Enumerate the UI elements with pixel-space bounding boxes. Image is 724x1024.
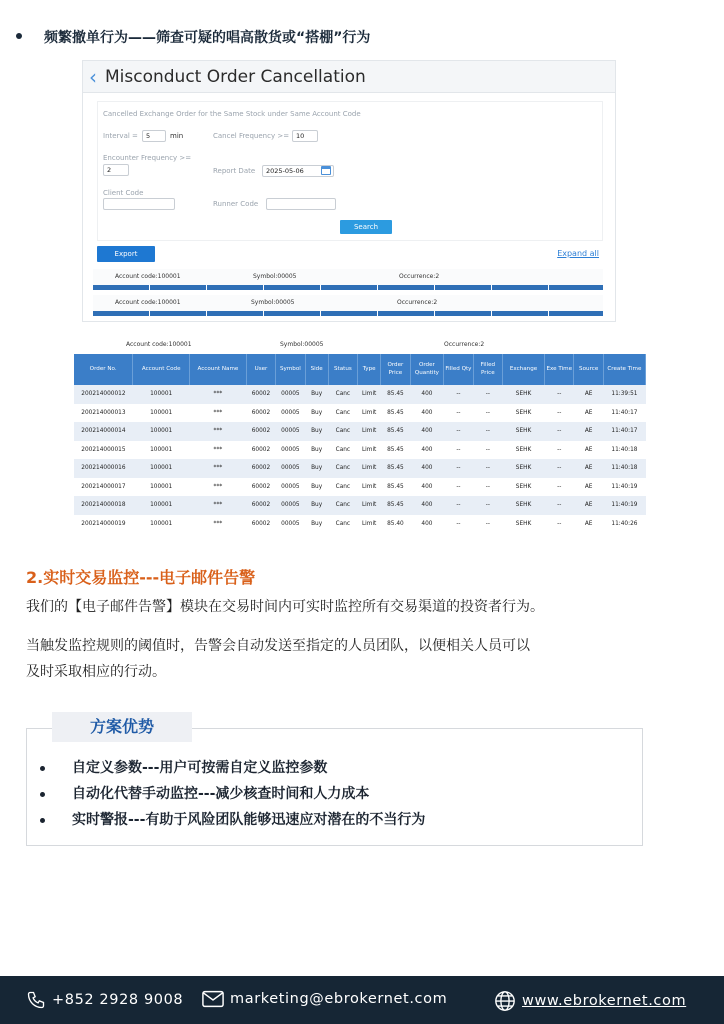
table-cell: Limit <box>358 459 381 478</box>
column-header[interactable]: Order No. <box>74 354 133 385</box>
table-cell: SEHK <box>503 459 545 478</box>
table-cell: Canc <box>328 515 357 534</box>
table-cell: 11:40:19 <box>603 478 645 497</box>
table-cell: AE <box>574 459 603 478</box>
table-cell: AE <box>574 385 603 404</box>
table-cell: 85.40 <box>381 515 410 534</box>
table-cell: 85.45 <box>381 478 410 497</box>
group-symbol: Symbol:00005 <box>251 299 295 306</box>
search-form <box>97 101 603 241</box>
footer-email[interactable] <box>202 990 447 1008</box>
table-cell: 85.45 <box>381 385 410 404</box>
table-cell: 85.45 <box>381 441 410 460</box>
paragraph-2-line-1: 当触发监控规则的阈值时，告警会自动发送至指定的人员团队，以便相关人员可以 <box>26 638 530 654</box>
globe-icon <box>494 990 516 1012</box>
table-cell: AE <box>574 441 603 460</box>
table-cell: 00005 <box>276 404 305 423</box>
table-cell: 100001 <box>133 459 190 478</box>
section-heading-bullet <box>16 27 370 47</box>
table-cell: AE <box>574 478 603 497</box>
table-cell: -- <box>473 441 502 460</box>
table-cell: 85.45 <box>381 459 410 478</box>
table-row[interactable] <box>74 404 646 423</box>
email-text: marketing@ebrokernet.com <box>230 991 448 1007</box>
table-cell: Limit <box>358 404 381 423</box>
table-cell: 100001 <box>133 478 190 497</box>
column-header[interactable]: Status <box>328 354 357 385</box>
column-header[interactable]: User <box>246 354 275 385</box>
table-cell: 60002 <box>246 496 275 515</box>
table-occurrence: Occurrence:2 <box>444 341 485 348</box>
table-cell: 11:40:19 <box>603 496 645 515</box>
orders-table-panel <box>74 336 646 538</box>
table-cell: Buy <box>305 441 328 460</box>
table-cell: SEHK <box>503 515 545 534</box>
table-cell: 11:40:18 <box>603 459 645 478</box>
table-cell: 400 <box>410 385 444 404</box>
table-cell: *** <box>190 422 247 441</box>
table-cell: SEHK <box>503 496 545 515</box>
report-date-input[interactable]: 2025-05-06 <box>262 165 334 177</box>
table-cell: -- <box>545 496 574 515</box>
table-cell: Canc <box>328 404 357 423</box>
panel-title: Misconduct Order Cancellation <box>105 66 366 87</box>
table-cell: Canc <box>328 441 357 460</box>
calendar-icon[interactable] <box>321 166 331 175</box>
column-header[interactable]: Order Quantity <box>410 354 444 385</box>
encounter-frequency-label: Encounter Frequency >= <box>103 154 192 162</box>
table-cell: -- <box>545 404 574 423</box>
table-cell: 100001 <box>133 422 190 441</box>
table-cell: Limit <box>358 496 381 515</box>
table-cell: *** <box>190 515 247 534</box>
advantages-title: 方案优势 <box>52 712 192 742</box>
footer-website[interactable] <box>494 990 686 1012</box>
column-header[interactable]: Account Name <box>190 354 247 385</box>
column-header[interactable]: Order Price <box>381 354 410 385</box>
table-cell: -- <box>473 459 502 478</box>
advantage-item: 自定义参数---用户可按需自定义监控参数 <box>40 756 425 782</box>
client-code-input[interactable] <box>103 198 175 210</box>
interval-input[interactable]: 5 <box>142 130 166 142</box>
table-row[interactable] <box>74 441 646 460</box>
table-cell: 200214000015 <box>74 441 133 460</box>
table-symbol: Symbol:00005 <box>280 341 324 348</box>
table-cell: 200214000013 <box>74 404 133 423</box>
column-header[interactable]: Account Code <box>133 354 190 385</box>
misconduct-panel <box>82 60 616 322</box>
table-cell: 60002 <box>246 385 275 404</box>
table-cell: -- <box>545 478 574 497</box>
group-occurrence: Occurrence:2 <box>399 273 440 280</box>
table-cell: -- <box>444 441 473 460</box>
table-cell: 00005 <box>276 496 305 515</box>
group-header-bar <box>93 285 603 290</box>
group-header-bar <box>93 311 603 316</box>
column-header[interactable]: Create Time <box>603 354 645 385</box>
table-cell: SEHK <box>503 385 545 404</box>
table-header-row <box>74 354 646 385</box>
column-header[interactable]: Exchange <box>503 354 545 385</box>
paragraph-2-line-2: 及时采取相应的行动。 <box>26 664 166 680</box>
table-cell: -- <box>545 422 574 441</box>
table-cell: Buy <box>305 459 328 478</box>
table-account: Account code:100001 <box>126 341 192 348</box>
bullet-dot <box>16 33 22 39</box>
back-chevron-icon[interactable]: ‹ <box>89 64 97 89</box>
table-cell: -- <box>444 459 473 478</box>
table-cell: 00005 <box>276 459 305 478</box>
table-cell: -- <box>473 422 502 441</box>
phone-text: +852 2928 9008 <box>52 992 184 1008</box>
footer <box>0 976 724 1024</box>
table-cell: Buy <box>305 422 328 441</box>
table-cell: Limit <box>358 422 381 441</box>
table-cell: Limit <box>358 385 381 404</box>
column-header[interactable]: Source <box>574 354 603 385</box>
table-cell: 11:40:17 <box>603 404 645 423</box>
table-row[interactable] <box>74 422 646 441</box>
table-cell: 400 <box>410 478 444 497</box>
table-cell: 400 <box>410 441 444 460</box>
table-cell: 400 <box>410 459 444 478</box>
report-date-label: Report Date <box>213 167 256 175</box>
table-row[interactable] <box>74 385 646 404</box>
client-code-label: Client Code <box>103 189 144 197</box>
table-cell: *** <box>190 478 247 497</box>
orders-table <box>74 354 646 533</box>
table-cell: -- <box>545 515 574 534</box>
expand-all-link[interactable]: Expand all <box>557 249 599 258</box>
table-cell: -- <box>473 496 502 515</box>
table-cell: -- <box>473 515 502 534</box>
table-cell: 00005 <box>276 515 305 534</box>
table-cell: 200214000017 <box>74 478 133 497</box>
table-cell: 100001 <box>133 404 190 423</box>
table-cell: -- <box>545 459 574 478</box>
table-cell: 60002 <box>246 459 275 478</box>
form-subtitle: Cancelled Exchange Order for the Same Stock under Same Account Code <box>103 110 361 118</box>
table-cell: 00005 <box>276 385 305 404</box>
interval-label: Interval = <box>103 132 138 140</box>
table-cell: Limit <box>358 478 381 497</box>
table-cell: 400 <box>410 404 444 423</box>
column-header[interactable]: Type <box>358 354 381 385</box>
table-cell: -- <box>444 496 473 515</box>
table-cell: 200214000012 <box>74 385 133 404</box>
table-cell: 100001 <box>133 515 190 534</box>
table-cell: AE <box>574 515 603 534</box>
advantage-item: 实时警报---有助于风险团队能够迅速应对潜在的不当行为 <box>40 808 425 834</box>
table-cell: 200214000014 <box>74 422 133 441</box>
table-cell: 200214000019 <box>74 515 133 534</box>
table-cell: SEHK <box>503 422 545 441</box>
table-cell: 85.45 <box>381 496 410 515</box>
table-cell: -- <box>444 404 473 423</box>
table-cell: *** <box>190 459 247 478</box>
search-button[interactable]: Search <box>340 220 392 234</box>
table-cell: *** <box>190 496 247 515</box>
panel-titlebar <box>83 61 615 93</box>
table-cell: 400 <box>410 422 444 441</box>
group-account: Account code:100001 <box>115 299 181 306</box>
table-cell: 60002 <box>246 404 275 423</box>
table-cell: 200214000016 <box>74 459 133 478</box>
table-cell: 60002 <box>246 441 275 460</box>
table-cell: 11:40:26 <box>603 515 645 534</box>
table-cell: 60002 <box>246 478 275 497</box>
interval-unit: min <box>170 132 184 140</box>
table-cell: *** <box>190 404 247 423</box>
column-header[interactable]: Side <box>305 354 328 385</box>
table-cell: 200214000018 <box>74 496 133 515</box>
envelope-icon <box>202 990 224 1008</box>
table-cell: Canc <box>328 459 357 478</box>
table-cell: AE <box>574 422 603 441</box>
column-header[interactable]: Filled Qty <box>444 354 473 385</box>
table-cell: AE <box>574 404 603 423</box>
section-title: 2.实时交易监控---电子邮件告警 <box>26 568 256 587</box>
table-cell: 100001 <box>133 441 190 460</box>
table-cell: 85.45 <box>381 422 410 441</box>
table-cell: -- <box>545 441 574 460</box>
table-row[interactable] <box>74 459 646 478</box>
table-cell: -- <box>444 385 473 404</box>
table-cell: -- <box>444 422 473 441</box>
export-button[interactable]: Export <box>97 246 155 262</box>
table-cell: Canc <box>328 422 357 441</box>
group-occurrence: Occurrence:2 <box>397 299 438 306</box>
table-cell: -- <box>473 478 502 497</box>
table-cell: 60002 <box>246 515 275 534</box>
table-cell: -- <box>473 404 502 423</box>
table-cell: Limit <box>358 515 381 534</box>
table-cell: Buy <box>305 404 328 423</box>
table-cell: 100001 <box>133 496 190 515</box>
table-cell: Buy <box>305 496 328 515</box>
phone-icon <box>26 990 46 1010</box>
group-account: Account code:100001 <box>115 273 181 280</box>
table-cell: AE <box>574 496 603 515</box>
table-cell: 00005 <box>276 478 305 497</box>
table-cell: -- <box>473 385 502 404</box>
encounter-frequency-input[interactable]: 2 <box>103 164 129 176</box>
table-cell: 400 <box>410 515 444 534</box>
advantage-item: 自动化代替手动监控---减少核查时间和人力成本 <box>40 782 425 808</box>
table-cell: -- <box>444 515 473 534</box>
table-cell: SEHK <box>503 441 545 460</box>
column-header[interactable]: Symbol <box>276 354 305 385</box>
advantages-list <box>40 756 425 834</box>
table-cell: Buy <box>305 515 328 534</box>
table-cell: 11:40:17 <box>603 422 645 441</box>
cancel-frequency-label: Cancel Frequency >= <box>213 132 290 140</box>
table-row[interactable] <box>74 478 646 497</box>
table-cell: 00005 <box>276 422 305 441</box>
table-cell: SEHK <box>503 404 545 423</box>
table-row[interactable] <box>74 496 646 515</box>
website-text: www.ebrokernet.com <box>522 993 687 1009</box>
heading-text: 频繁撤单行为——筛查可疑的唱高散货或“搭棚”行为 <box>44 30 371 46</box>
runner-code-label: Runner Code <box>213 200 259 208</box>
column-header[interactable]: Filled Price <box>473 354 502 385</box>
paragraph-1: 我们的【电子邮件告警】模块在交易时间内可实时监控所有交易渠道的投资者行为。 <box>26 599 544 615</box>
table-cell: Buy <box>305 478 328 497</box>
table-cell: *** <box>190 385 247 404</box>
table-cell: -- <box>545 385 574 404</box>
table-cell: Canc <box>328 496 357 515</box>
table-row[interactable] <box>74 515 646 534</box>
table-group-caption <box>74 336 646 354</box>
table-cell: 85.45 <box>381 404 410 423</box>
table-cell: SEHK <box>503 478 545 497</box>
table-cell: 11:39:51 <box>603 385 645 404</box>
table-cell: 00005 <box>276 441 305 460</box>
table-cell: 100001 <box>133 385 190 404</box>
table-cell: Limit <box>358 441 381 460</box>
footer-phone[interactable] <box>26 990 183 1010</box>
table-cell: Canc <box>328 385 357 404</box>
table-cell: Buy <box>305 385 328 404</box>
table-cell: -- <box>444 478 473 497</box>
table-cell: *** <box>190 441 247 460</box>
group-symbol: Symbol:00005 <box>253 273 297 280</box>
table-cell: 11:40:18 <box>603 441 645 460</box>
table-cell: 60002 <box>246 422 275 441</box>
column-header[interactable]: Exe Time <box>545 354 574 385</box>
runner-code-input[interactable] <box>266 198 336 210</box>
cancel-frequency-input[interactable]: 10 <box>292 130 318 142</box>
table-cell: 400 <box>410 496 444 515</box>
table-cell: Canc <box>328 478 357 497</box>
